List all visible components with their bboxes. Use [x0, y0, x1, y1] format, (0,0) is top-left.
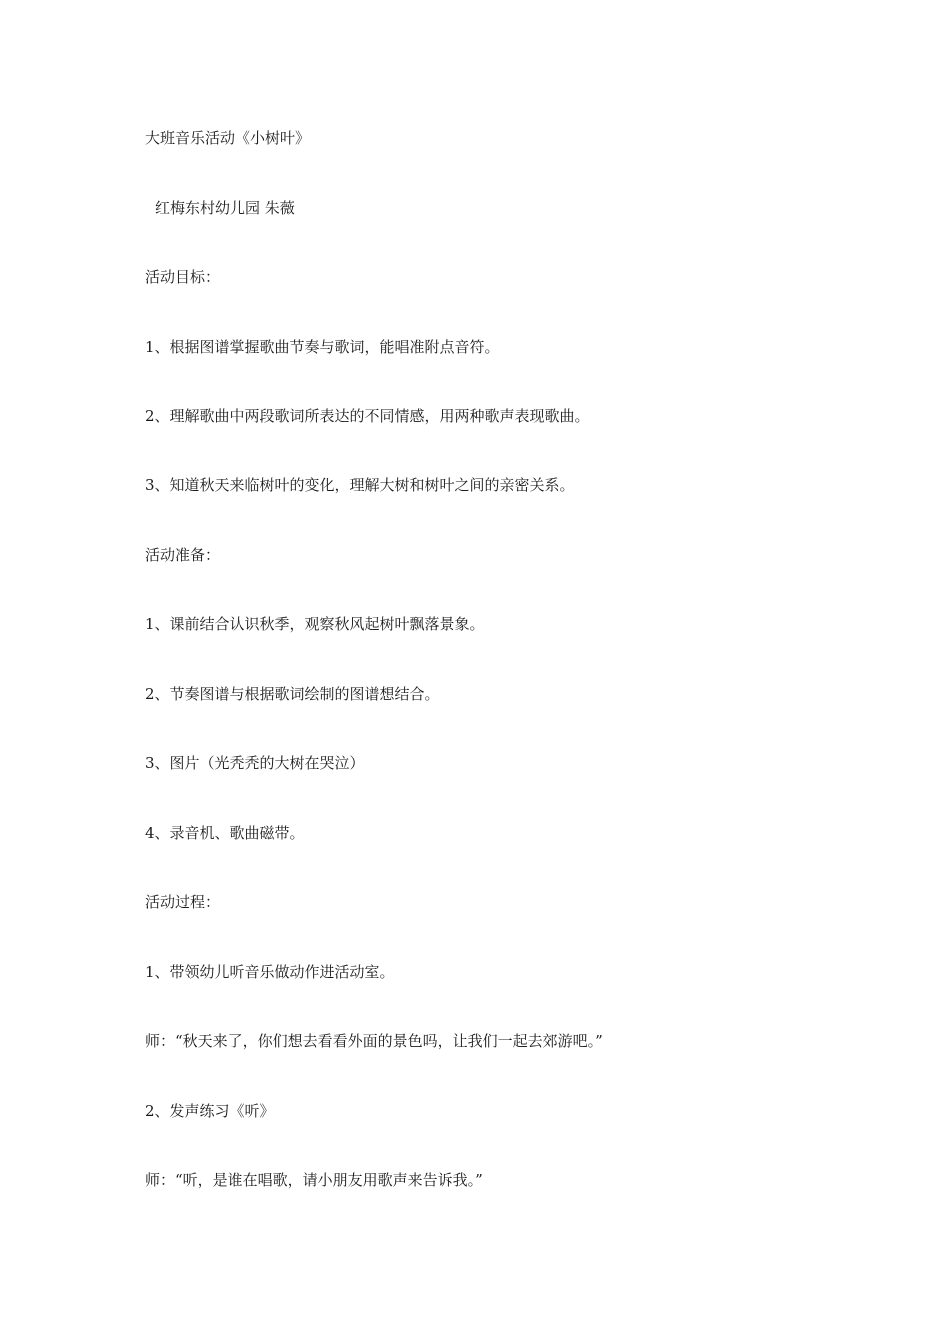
goal-item-1: 1、根据图谱掌握歌曲节奏与歌词，能唱准附点音符。	[145, 338, 500, 356]
process-item-4: 师：“听，是谁在唱歌，请小朋友用歌声来告诉我。”	[145, 1171, 483, 1189]
goal-item-2: 2、理解歌曲中两段歌词所表达的不同情感，用两种歌声表现歌曲。	[145, 407, 590, 425]
document-author: 红梅东村幼儿园 朱薇	[155, 199, 295, 217]
prep-item-1: 1、课前结合认识秋季，观察秋风起树叶飘落景象。	[145, 615, 485, 633]
process-item-1: 1、带领幼儿听音乐做动作进活动室。	[145, 963, 395, 981]
process-item-3: 2、发声练习《听》	[145, 1102, 275, 1120]
prep-item-3: 3、图片（光秃秃的大树在哭泣）	[145, 754, 365, 772]
prep-item-2: 2、节奏图谱与根据歌词绘制的图谱想结合。	[145, 685, 440, 703]
process-item-2: 师：“秋天来了，你们想去看看外面的景色吗，让我们一起去郊游吧。”	[145, 1032, 603, 1050]
goal-item-3: 3、知道秋天来临树叶的变化，理解大树和树叶之间的亲密关系。	[145, 476, 575, 494]
document-title: 大班音乐活动《小树叶》	[145, 129, 311, 147]
prep-heading: 活动准备：	[145, 546, 221, 564]
goals-heading: 活动目标：	[145, 268, 221, 286]
prep-item-4: 4、录音机、歌曲磁带。	[145, 824, 305, 842]
process-heading: 活动过程：	[145, 893, 221, 911]
